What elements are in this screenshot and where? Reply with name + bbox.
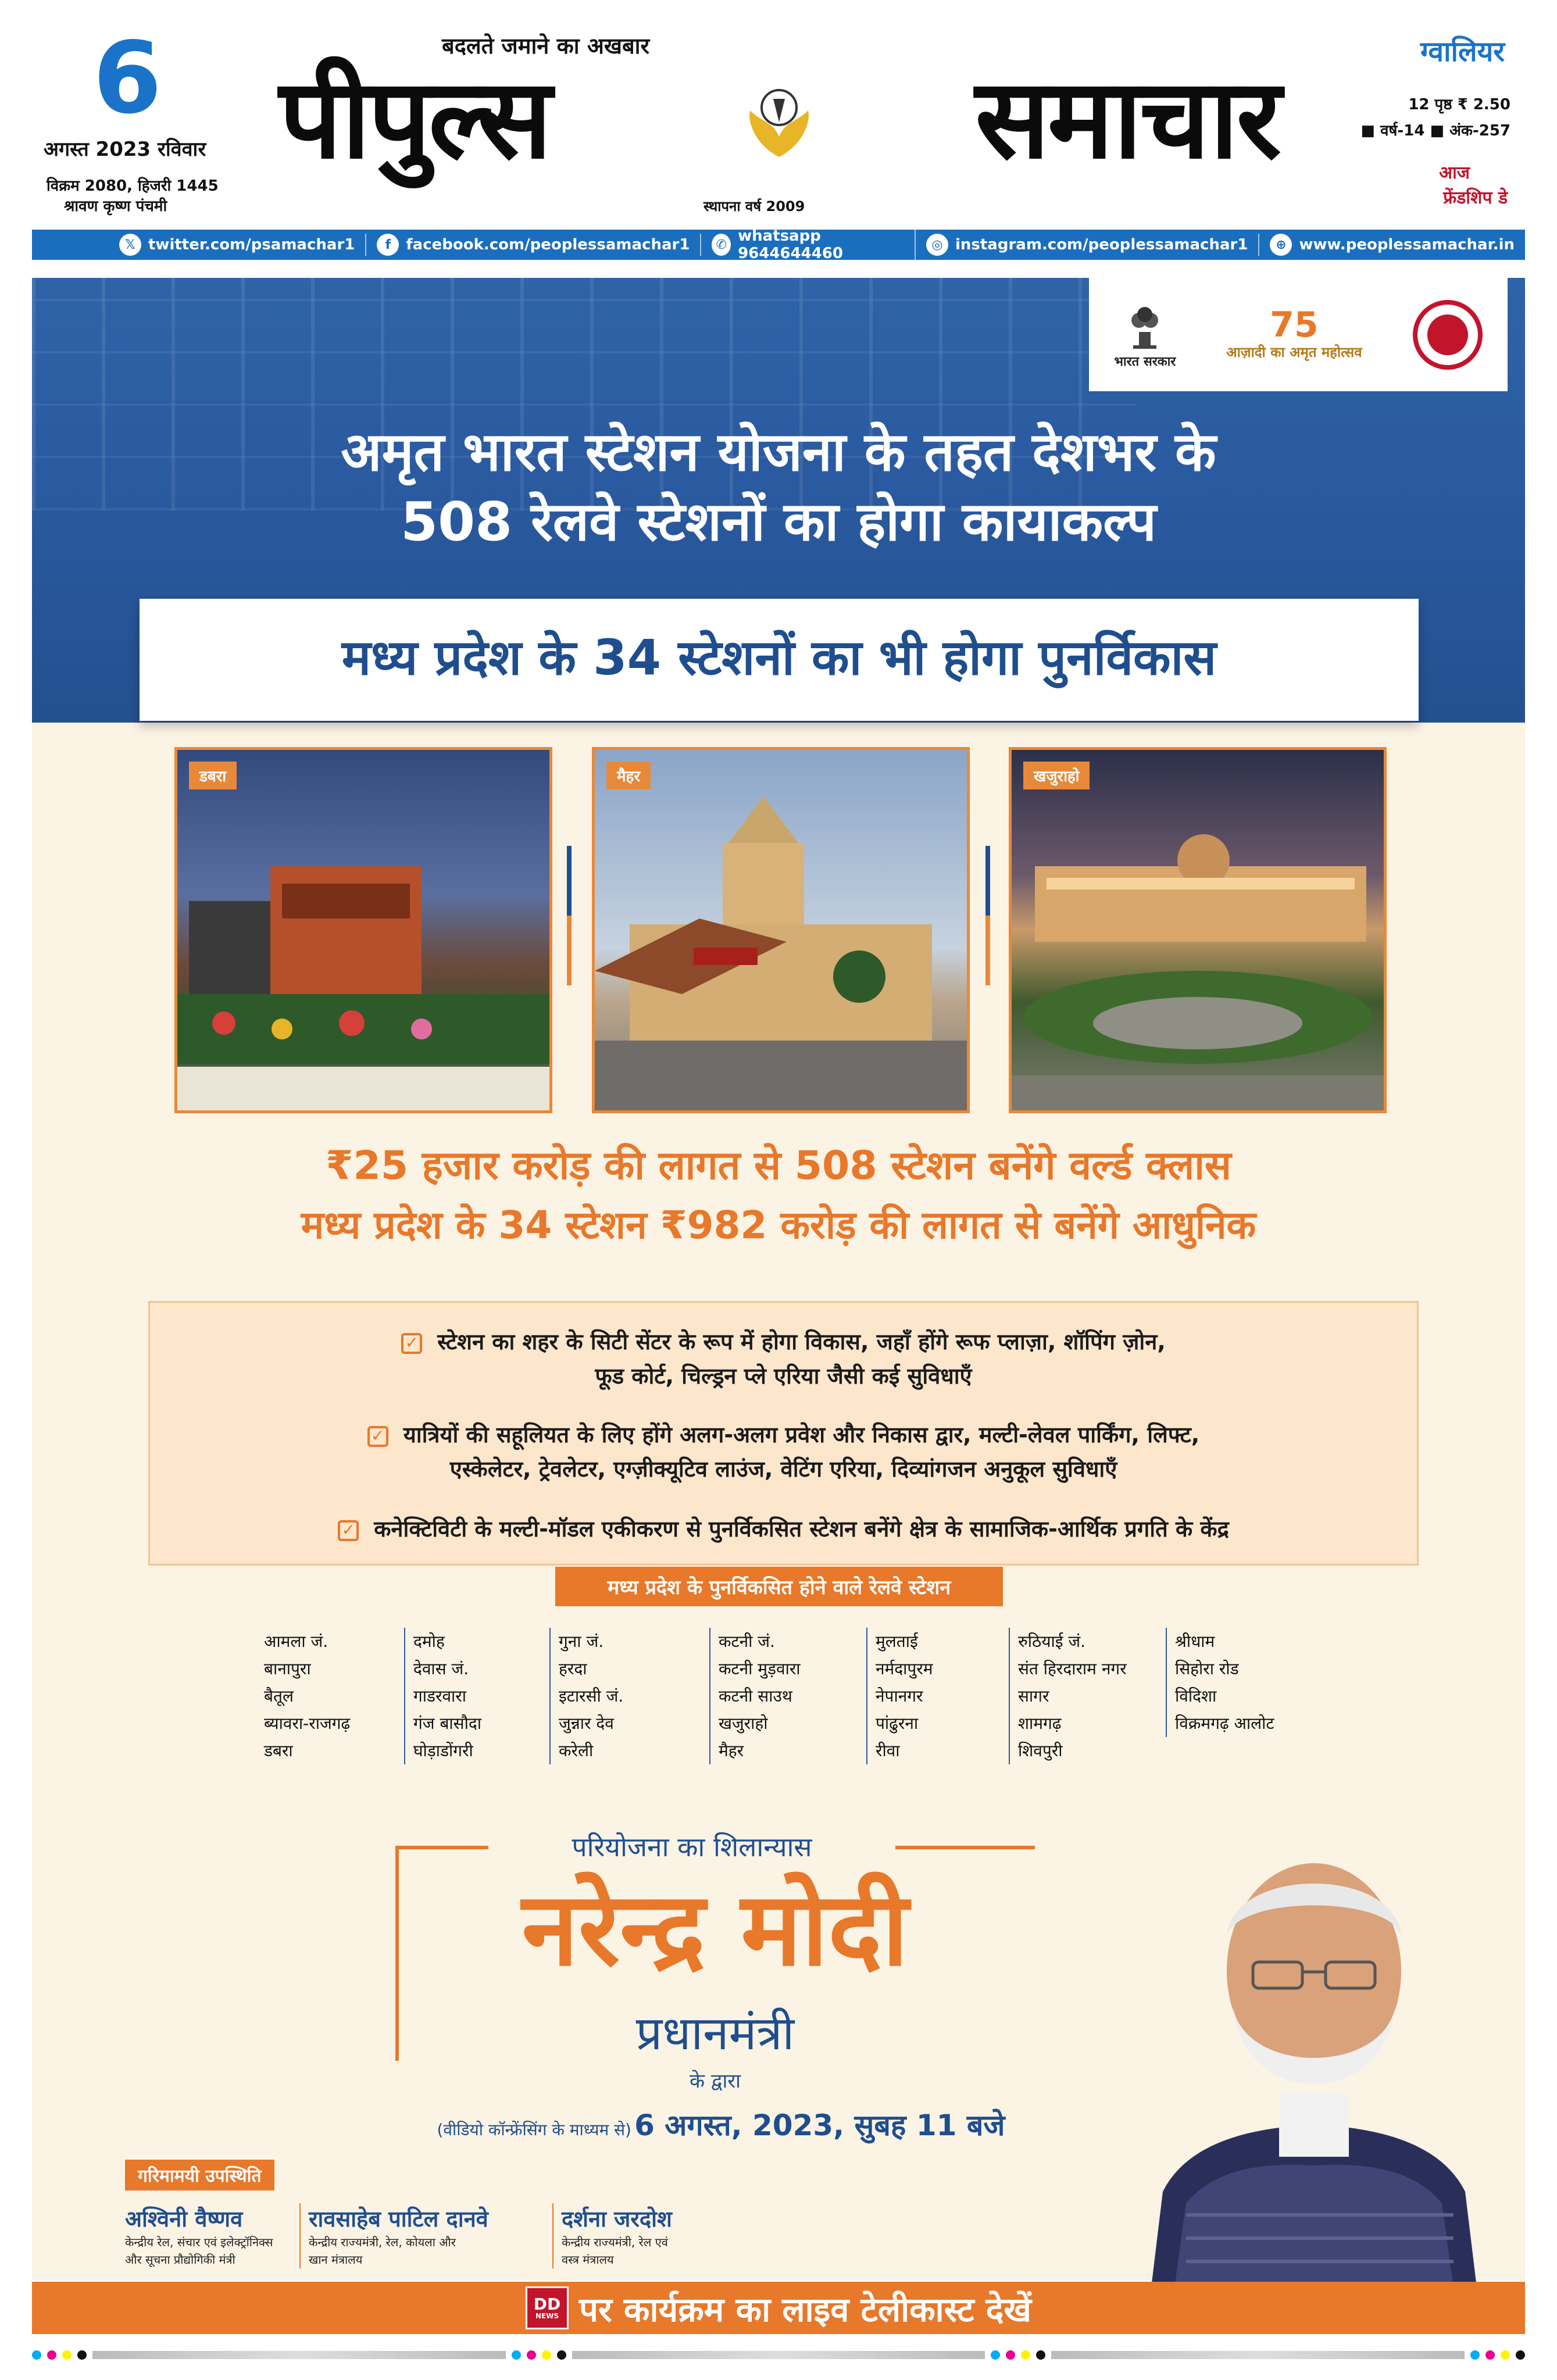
stations-list-title: मध्य प्रदेश के पुनर्विकसित होने वाले रेलवे स्टेशन bbox=[555, 1567, 1003, 1606]
dignitary-card bbox=[552, 2203, 672, 2268]
station-name: पांढुरना bbox=[876, 1714, 919, 1733]
station-name: शामगढ़ bbox=[1018, 1714, 1062, 1733]
dignitary-name: रावसाहेब पाटिल दानवे bbox=[309, 2206, 488, 2232]
feature-2-line-1: यात्रियों की सहूलियत के लिए होंगे अलग-अलग प्रवेश और निकास द्वार, मल्टी-लेवल पार्किंग, लिफ्ट, bbox=[403, 1422, 1200, 1448]
government-logos bbox=[1089, 278, 1508, 391]
station-column bbox=[404, 1628, 481, 1764]
social-link[interactable] bbox=[926, 234, 1259, 256]
station-name: मैहर bbox=[719, 1741, 744, 1760]
social-link-text: twitter.com/psamachar1 bbox=[148, 236, 355, 253]
station-name: देवास जं. bbox=[413, 1659, 469, 1678]
pm-name: नरेन्द्र मोदी bbox=[522, 1871, 909, 1989]
station-name: घोड़ाडोंगरी bbox=[413, 1741, 473, 1760]
gov-of-india-logo bbox=[1114, 300, 1176, 370]
station-name: नेपानगर bbox=[876, 1686, 923, 1706]
station-name: कटनी मुड़वारा bbox=[719, 1659, 801, 1678]
via-video-conference: (वीडियो कॉन्फ्रेंसिंग के माध्यम से) bbox=[437, 2120, 631, 2139]
national-emblem-icon bbox=[1124, 300, 1165, 352]
station-name: जुन्नार देव bbox=[559, 1714, 614, 1733]
station-name: मुलताई bbox=[876, 1632, 918, 1651]
feature-2-line-2: एस्केलेटर, ट्रेवलेटर, एग्ज़ीक्यूटिव लाउंज, वेटिंग एरिया, दिव्यांगजन अनुकूल सुविधाएँ bbox=[449, 1456, 1117, 1482]
feature-item bbox=[150, 1512, 1417, 1546]
dignitary-role: केन्द्रीय रेल, संचार एवं इलेक्ट्रॉनिक्स bbox=[125, 2235, 273, 2249]
social-link-text: whatsapp 9644644460 bbox=[738, 227, 843, 262]
station-photo-maihar bbox=[592, 747, 970, 1113]
feature-1-line-1: स्टेशन का शहर के सिटी सेंटर के रूप में होगा विकास, जहाँ होंगे रूफ प्लाज़ा, शॉपिंग ज़ोन, bbox=[437, 1329, 1166, 1355]
checkbox-icon: ✓ bbox=[338, 1520, 359, 1541]
pm-portrait-photo bbox=[1128, 1820, 1500, 2288]
station-name: कटनी जं. bbox=[719, 1632, 775, 1651]
station-name: गुना जं. bbox=[559, 1632, 604, 1651]
station-name: हरदा bbox=[559, 1659, 587, 1678]
station-name: कटनी साउथ bbox=[719, 1686, 792, 1706]
dignitary-role: केन्द्रीय राज्यमंत्री, रेल, कोयला और bbox=[309, 2235, 456, 2249]
vikram-date: विक्रम 2080, हिजरी 1445 bbox=[47, 177, 219, 195]
logo-right-text: समाचार bbox=[975, 55, 1279, 183]
dd-news-logo-icon bbox=[526, 2286, 569, 2329]
indian-railways-icon bbox=[1413, 300, 1483, 370]
photo-separator bbox=[985, 846, 990, 985]
masthead bbox=[0, 0, 1557, 221]
social-links-bar bbox=[32, 227, 1525, 262]
social-link-text: www.peoplessamachar.in bbox=[1299, 236, 1515, 253]
dignitary-card bbox=[125, 2203, 273, 2268]
dd-sub-label: NEWS bbox=[535, 2312, 559, 2320]
station-name: सागर bbox=[1018, 1686, 1049, 1706]
station-column bbox=[1009, 1628, 1127, 1764]
station-name: नर्मदापुरम bbox=[876, 1659, 933, 1678]
station-name: सिहोरा रोड bbox=[1175, 1659, 1239, 1678]
feature-item bbox=[150, 1325, 1417, 1393]
indian-railways-logo bbox=[1413, 300, 1483, 370]
subheadline-box bbox=[140, 599, 1419, 721]
dabra-render-illustration bbox=[177, 750, 552, 1113]
event-time bbox=[372, 2104, 1070, 2144]
shravan-date: श्रावण कृष्ण पंचमी bbox=[64, 198, 167, 215]
dd-label: DD bbox=[533, 2295, 561, 2314]
station-name: दमोह bbox=[413, 1632, 445, 1651]
facebook-icon: f bbox=[377, 234, 399, 256]
special-day-label: आज bbox=[1439, 163, 1470, 183]
feature-item bbox=[150, 1418, 1417, 1486]
station-photo-dabra bbox=[174, 747, 552, 1113]
live-telecast-bar bbox=[32, 2282, 1525, 2334]
date-number: 6 bbox=[93, 21, 162, 136]
headline-line-2: 508 रेलवे स्टेशनों का होगा कायाकल्प bbox=[401, 491, 1156, 553]
station-name: खजुराहो bbox=[719, 1714, 768, 1733]
station-column bbox=[709, 1628, 801, 1764]
photo-separator bbox=[567, 846, 572, 985]
x-icon: 𝕏 bbox=[119, 234, 141, 256]
newspaper-logo[interactable] bbox=[279, 55, 1279, 198]
checkbox-icon: ✓ bbox=[367, 1426, 388, 1447]
station-name: बानापुरा bbox=[264, 1659, 311, 1678]
station-photo-khajuraho bbox=[1009, 747, 1387, 1113]
azadi-logo bbox=[1226, 305, 1362, 362]
station-column bbox=[549, 1628, 623, 1764]
dignitary-role: वस्त्र मंत्रालय bbox=[562, 2253, 614, 2267]
dignitary-card bbox=[299, 2203, 488, 2268]
dignitary-role: केन्द्रीय राज्यमंत्री, रेल एवं bbox=[562, 2235, 668, 2249]
instagram-icon: ◎ bbox=[926, 234, 948, 256]
station-name: डबरा bbox=[264, 1741, 293, 1760]
social-link-text: facebook.com/peoplessamachar1 bbox=[406, 236, 690, 253]
edition-city: ग्वालियर bbox=[1420, 35, 1505, 68]
azadi-number: 75 bbox=[1270, 305, 1319, 345]
web-icon: ⊕ bbox=[1270, 234, 1292, 256]
station-column bbox=[1166, 1628, 1274, 1737]
by-label: के द्वारा bbox=[690, 2070, 741, 2093]
checkbox-icon: ✓ bbox=[401, 1333, 422, 1354]
social-link[interactable] bbox=[712, 227, 916, 262]
launch-title: परियोजना का शिलान्यास bbox=[488, 1828, 895, 1864]
date-line: अगस्त 2023 रविवार bbox=[44, 138, 206, 161]
station-name: इटारसी जं. bbox=[559, 1686, 624, 1706]
tagline: बदलते जमाने का अखबार bbox=[442, 33, 650, 59]
station-name: रीवा bbox=[876, 1741, 900, 1760]
social-link-text: instagram.com/peoplessamachar1 bbox=[955, 236, 1248, 253]
station-name: विक्रमगढ़ आलोट bbox=[1175, 1714, 1274, 1733]
year-issue: ■ वर्ष-14 ■ अंक-257 bbox=[1360, 122, 1510, 140]
khajuraho-render-illustration bbox=[1012, 750, 1387, 1113]
dignitary-role: और सूचना प्रौद्योगिकी मंत्री bbox=[125, 2253, 235, 2267]
pen-nib-emblem-icon bbox=[744, 81, 814, 163]
special-day-name: फ्रेंडशिप डे bbox=[1443, 188, 1508, 208]
event-datetime: 6 अगस्त, 2023, सुबह 11 बजे bbox=[634, 2109, 1005, 2142]
photo-tag-dabra: डबरा bbox=[189, 762, 237, 789]
station-name: ब्यावरा-राजगढ़ bbox=[264, 1714, 351, 1733]
dignitary-name: दर्शना जरदोश bbox=[562, 2206, 672, 2232]
features-box bbox=[148, 1301, 1419, 1566]
dignitary-role: खान मंत्रालय bbox=[309, 2253, 363, 2267]
station-name: शिवपुरी bbox=[1018, 1741, 1063, 1760]
established-year: स्थापना वर्ष 2009 bbox=[703, 198, 805, 215]
subheadline: मध्य प्रदेश के 34 स्टेशनों का भी होगा पुनर्विकास bbox=[341, 629, 1217, 686]
social-link[interactable] bbox=[377, 234, 701, 256]
station-column bbox=[256, 1628, 350, 1764]
station-name: श्रीधाम bbox=[1175, 1632, 1215, 1651]
pm-title: प्रधानमंत्री bbox=[635, 2006, 795, 2060]
station-name: गाडरवारा bbox=[413, 1686, 466, 1706]
station-name: संत हिरदाराम नगर bbox=[1018, 1659, 1127, 1678]
gov-label: भारत सरकार bbox=[1114, 354, 1176, 369]
social-link[interactable] bbox=[1270, 234, 1525, 256]
station-name: बैतूल bbox=[264, 1686, 294, 1706]
social-link[interactable] bbox=[119, 234, 366, 256]
station-name: करेली bbox=[559, 1741, 594, 1760]
feature-1-line-2: फूड कोर्ट, चिल्ड्रन प्ले एरिया जैसी कई सुविधाएँ bbox=[595, 1363, 972, 1389]
print-registration-marks bbox=[32, 2349, 1525, 2361]
logo-left-text: पीपुल्स bbox=[279, 55, 550, 183]
live-telecast-text: पर कार्यक्रम का लाइव टेलीकास्ट देखें bbox=[579, 2289, 1031, 2329]
cost-headline-1: ₹25 हजार करोड़ की लागत से 508 स्टेशन बनेंगे वर्ल्ड क्लास bbox=[326, 1143, 1231, 1189]
feature-3-line-1: कनेक्टिविटी के मल्टी-मॉडल एकीकरण से पुनर्विकसित स्टेशन बनेंगे क्षेत्र के सामाजिक-आर्थिक प्रगति के केंद्र bbox=[374, 1516, 1229, 1542]
whatsapp-icon: ✆ bbox=[712, 234, 731, 256]
azadi-text: आज़ादी का अमृत महोत्सव bbox=[1226, 344, 1362, 360]
photo-tag-maihar: मैहर bbox=[606, 762, 651, 789]
dignitary-name: अश्विनी वैष्णव bbox=[125, 2206, 243, 2232]
station-name: आमला जं. bbox=[264, 1632, 328, 1651]
dignitaries-heading: गरिमामयी उपस्थिति bbox=[125, 2160, 274, 2190]
station-column bbox=[866, 1628, 933, 1764]
station-name: रुठियाई जं. bbox=[1018, 1632, 1086, 1651]
headline-line-1: अमृत भारत स्टेशन योजना के तहत देशभर के bbox=[341, 421, 1216, 483]
photo-tag-khajuraho: खजुराहो bbox=[1023, 762, 1090, 789]
cost-headline-2: मध्य प्रदेश के 34 स्टेशन ₹982 करोड़ की लागत से बनेंगे आधुनिक bbox=[301, 1203, 1256, 1248]
station-name: विदिशा bbox=[1175, 1686, 1217, 1706]
pages-price: 12 पृष्ठ ₹ 2.50 bbox=[1408, 96, 1510, 113]
station-name: गंज बासौदा bbox=[413, 1714, 481, 1733]
maihar-render-illustration bbox=[595, 750, 970, 1113]
